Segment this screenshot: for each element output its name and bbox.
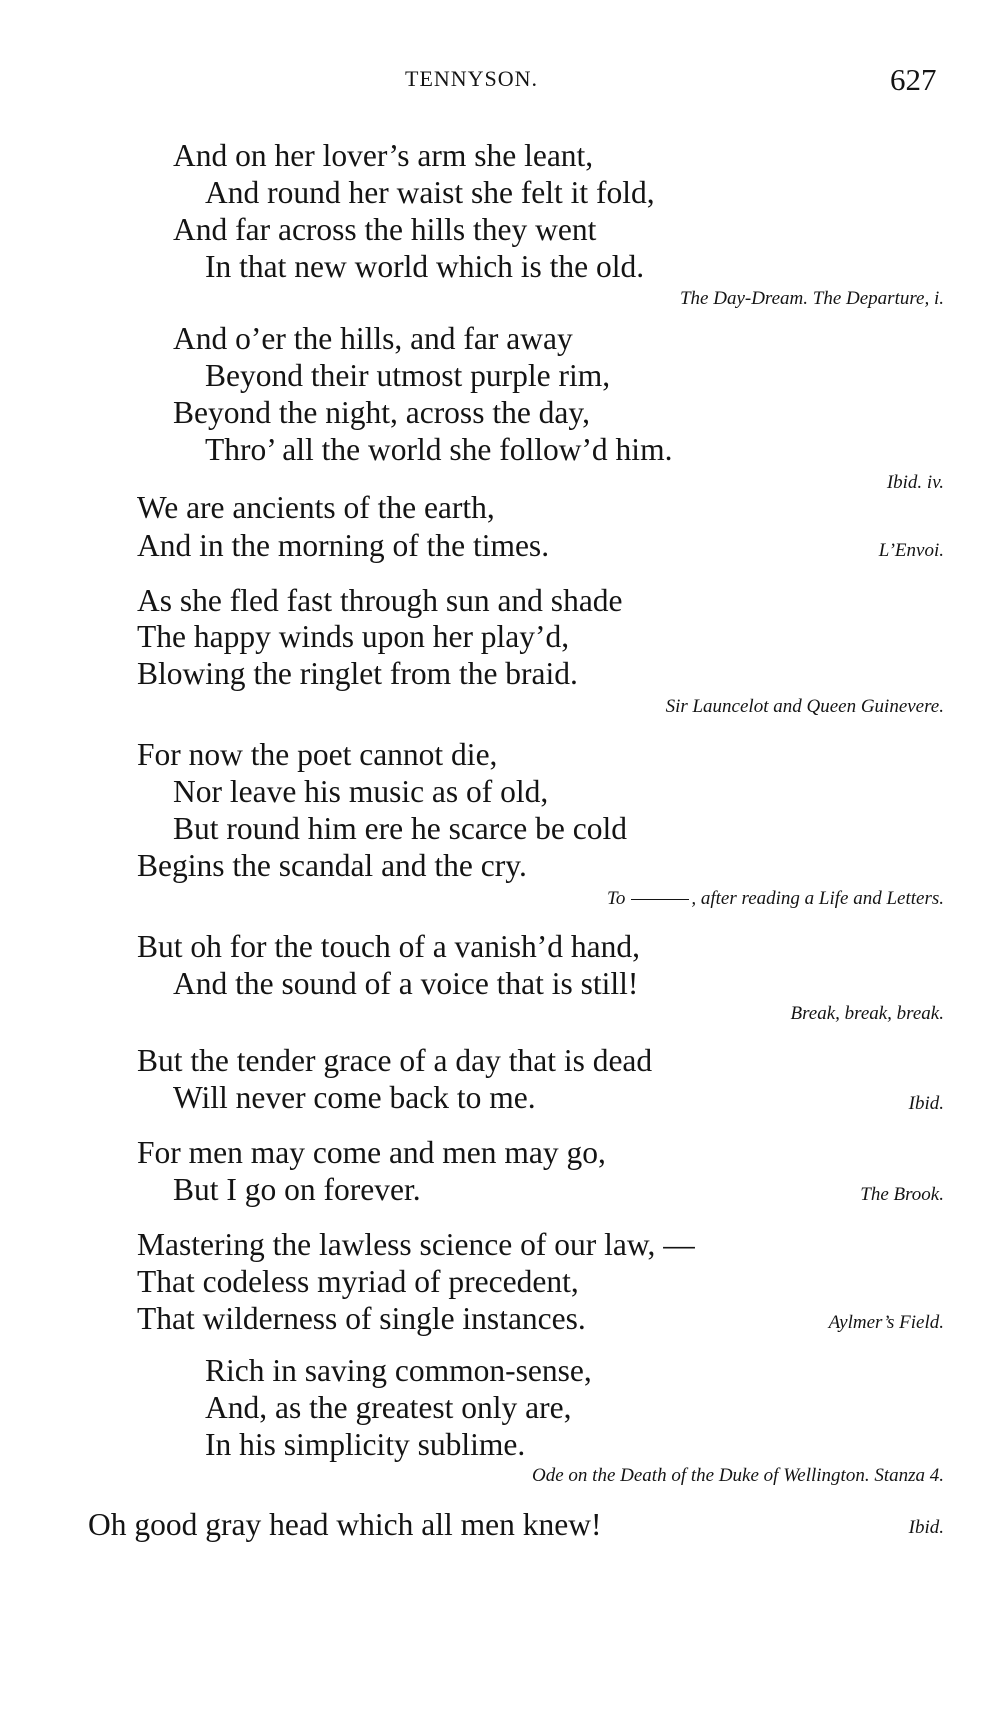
verse-line: And round her waist she felt it fold, [205, 175, 655, 210]
verse-line: Beyond their utmost purple rim, [205, 358, 611, 393]
verse-line: We are ancients of the earth, [137, 490, 495, 525]
verse-line: The happy winds upon her play’d, [137, 619, 570, 654]
verse-line: In his simplicity sublime. [205, 1427, 526, 1462]
verse-line: And in the morning of the times. [137, 528, 550, 563]
quote-source: The Day-Dream. The Departure, i. [679, 288, 944, 309]
source-prefix: To [607, 888, 626, 909]
quote-source [607, 889, 944, 908]
verse-line: But oh for the touch of a vanish’d hand, [137, 929, 641, 964]
verse-line: In that new world which is the old. [205, 249, 645, 284]
source-suffix: , after reading a Life and Letters. [691, 888, 944, 909]
quote-source: Ibid. [908, 1093, 944, 1114]
verse-line: Will never come back to me. [173, 1080, 536, 1115]
page-number: 627 [890, 62, 937, 97]
verse-line: Beyond the night, across the day, [173, 395, 590, 430]
verse-line: For men may come and men may go, [137, 1135, 606, 1170]
verse-line: For now the poet cannot die, [137, 737, 498, 772]
verse-line: Rich in saving common-sense, [205, 1353, 592, 1388]
verse-line: Mastering the lawless science of our law, — [137, 1227, 695, 1262]
quote-source: The Brook. [860, 1184, 944, 1205]
verse-line: As she fled fast through sun and shade [137, 583, 623, 618]
verse-line: And on her lover’s arm she leant, [173, 138, 594, 173]
quote-source: Ibid. iv. [886, 472, 944, 493]
quote-source: Break, break, break. [790, 1003, 944, 1024]
verse-line: But the tender grace of a day that is dead [137, 1043, 653, 1078]
quote-source: L’Envoi. [878, 540, 944, 561]
verse-line: Begins the scandal and the cry. [137, 848, 527, 883]
running-header: TENNYSON. [405, 66, 539, 91]
quote-source: Aylmer’s Field. [828, 1312, 944, 1333]
verse-line: And far across the hills they went [173, 212, 597, 247]
verse-line: Thro’ all the world she follow’d him. [205, 432, 673, 467]
dash-rule [631, 899, 689, 900]
verse-line: That codeless myriad of precedent, [137, 1264, 579, 1299]
verse-line: Nor leave his music as of old, [173, 774, 549, 809]
verse-line: Oh good gray head which all men knew! [88, 1507, 602, 1542]
quote-source: Ibid. [908, 1517, 944, 1538]
verse-line: But round him ere he scarce be cold [173, 811, 627, 846]
verse-line: And, as the greatest only are, [205, 1390, 572, 1425]
verse-line: And the sound of a voice that is still! [173, 966, 639, 1001]
verse-line: Blowing the ringlet from the braid. [137, 656, 578, 691]
quote-source: Ode on the Death of the Duke of Wellington. Stanza 4. [532, 1465, 944, 1486]
quote-source: Sir Launcelot and Queen Guinevere. [665, 696, 944, 717]
verse-line: But I go on forever. [173, 1172, 421, 1207]
verse-line: That wilderness of single instances. [137, 1301, 586, 1336]
verse-line: And o’er the hills, and far away [173, 321, 573, 356]
